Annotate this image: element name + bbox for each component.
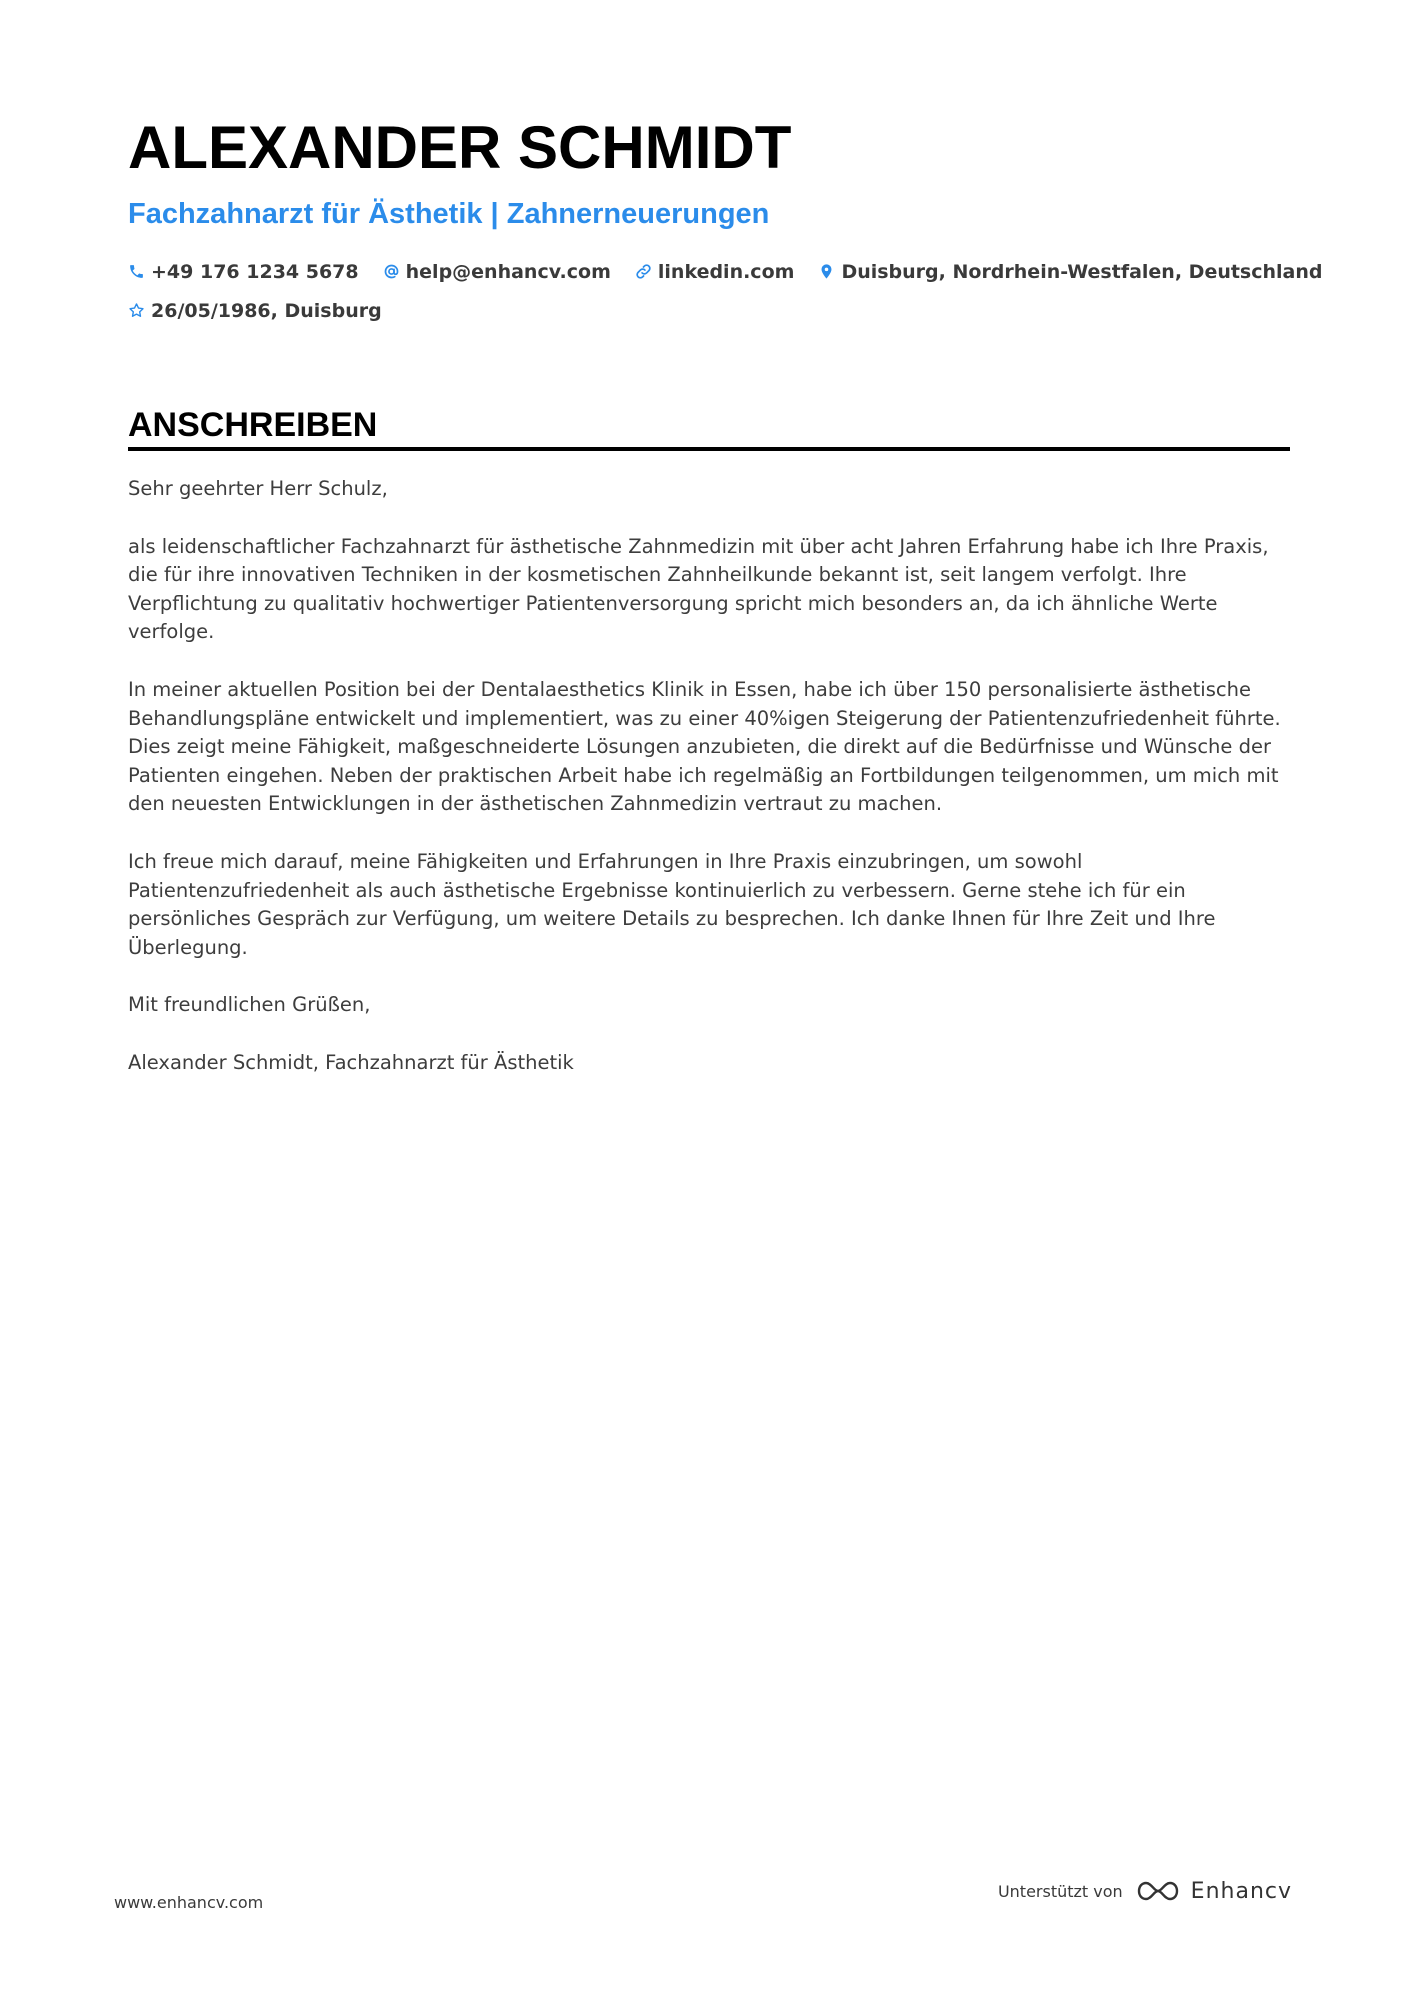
- star-icon: [128, 302, 145, 319]
- letter-signature: Alexander Schmidt, Fachzahnarzt für Ästhetik: [128, 1050, 574, 1074]
- candidate-name: ALEXANDER SCHMIDT: [128, 114, 792, 181]
- contact-row-2: [128, 291, 1290, 330]
- linkedin-text[interactable]: linkedin.com: [657, 260, 795, 283]
- contact-location: [818, 261, 1322, 283]
- letter-paragraph-1: als leidenschaftlicher Fachzahnarzt für ästhetische Zahnmedizin mit über acht Jahren Erfahrung habe ich Ihre Praxis, die für ihre innovativen Techniken in der kosmetischen Zahnheilkunde bekannt ist, seit langem verfolgt. Ihre Verpflichtung zu qualitativ hochwertiger Patientenversorgung spricht mich besonders an, da ich ähnliche Werte verfolge.: [128, 534, 1269, 644]
- footer-website[interactable]: www.enhancv.com: [114, 1893, 264, 1912]
- enhancv-logo-icon: [1135, 1878, 1181, 1904]
- footer-branding: [998, 1878, 1292, 1904]
- birth-text: 26/05/1986, Duisburg: [151, 299, 382, 322]
- letter-salutation: Sehr geehrter Herr Schulz,: [128, 477, 388, 500]
- letter-paragraph-2: In meiner aktuellen Position bei der Dentalaesthetics Klinik in Essen, habe ich über 150 personalisierte ästhetische Behandlungspläne entwickelt und implementiert, was zu einer 40%igen Steigerung der Patientenzufriedenheit führte. Dies zeigt meine Fähigkeit, maßgeschneiderte Lösungen anzubieten, die direkt auf die Bedürfnisse und Wünsche der Patienten eingehen. Neben der praktischen Arbeit habe ich regelmäßig an Fortbildungen teilgenommen, um mich mit den neuesten Entwicklungen in der ästhetischen Zahnmedizin vertraut zu machen.: [128, 677, 1281, 816]
- phone-icon: [128, 263, 145, 280]
- cover-letter-section: [128, 405, 1290, 1078]
- location-text: Duisburg, Nordrhein-Westfalen, Deutschland: [841, 260, 1323, 283]
- footer-powered-by: Unterstützt von: [997, 1881, 1123, 1901]
- at-icon: [383, 263, 400, 280]
- contact-row-1: [128, 252, 1323, 291]
- contact-linkedin[interactable]: [635, 261, 795, 283]
- letter-paragraph-3: Ich freue mich darauf, meine Fähigkeiten und Erfahrungen in Ihre Praxis einzubringen, um sowohl Patientenzufriedenheit als auch ästhetische Ergebnisse kontinuierlich zu verbessern. Gerne stehe ich für ein persönliches Gespräch zur Verfügung, um weitere Details zu besprechen. Ich danke Ihnen für Ihre Zeit und Ihre Überlegung.: [128, 849, 1216, 959]
- section-title: ANSCHREIBEN: [128, 406, 378, 444]
- contact-email[interactable]: [383, 261, 611, 283]
- footer-brand-name: Enhancv: [1190, 1878, 1292, 1904]
- section-divider: [128, 447, 1290, 451]
- letter-body: [128, 475, 1290, 1078]
- link-icon: [635, 263, 652, 280]
- contact-birth: [128, 300, 382, 322]
- letter-closing: Mit freundlichen Grüßen,: [128, 993, 371, 1017]
- candidate-headline: Fachzahnarzt für Ästhetik | Zahnerneuerungen: [128, 198, 770, 230]
- contact-info: [128, 252, 1323, 330]
- email-text[interactable]: help@enhancv.com: [405, 260, 611, 283]
- cover-letter-page: [128, 108, 1323, 1107]
- contact-phone: [128, 261, 359, 283]
- phone-text: +49 176 1234 5678: [151, 260, 359, 283]
- map-pin-icon: [818, 263, 835, 280]
